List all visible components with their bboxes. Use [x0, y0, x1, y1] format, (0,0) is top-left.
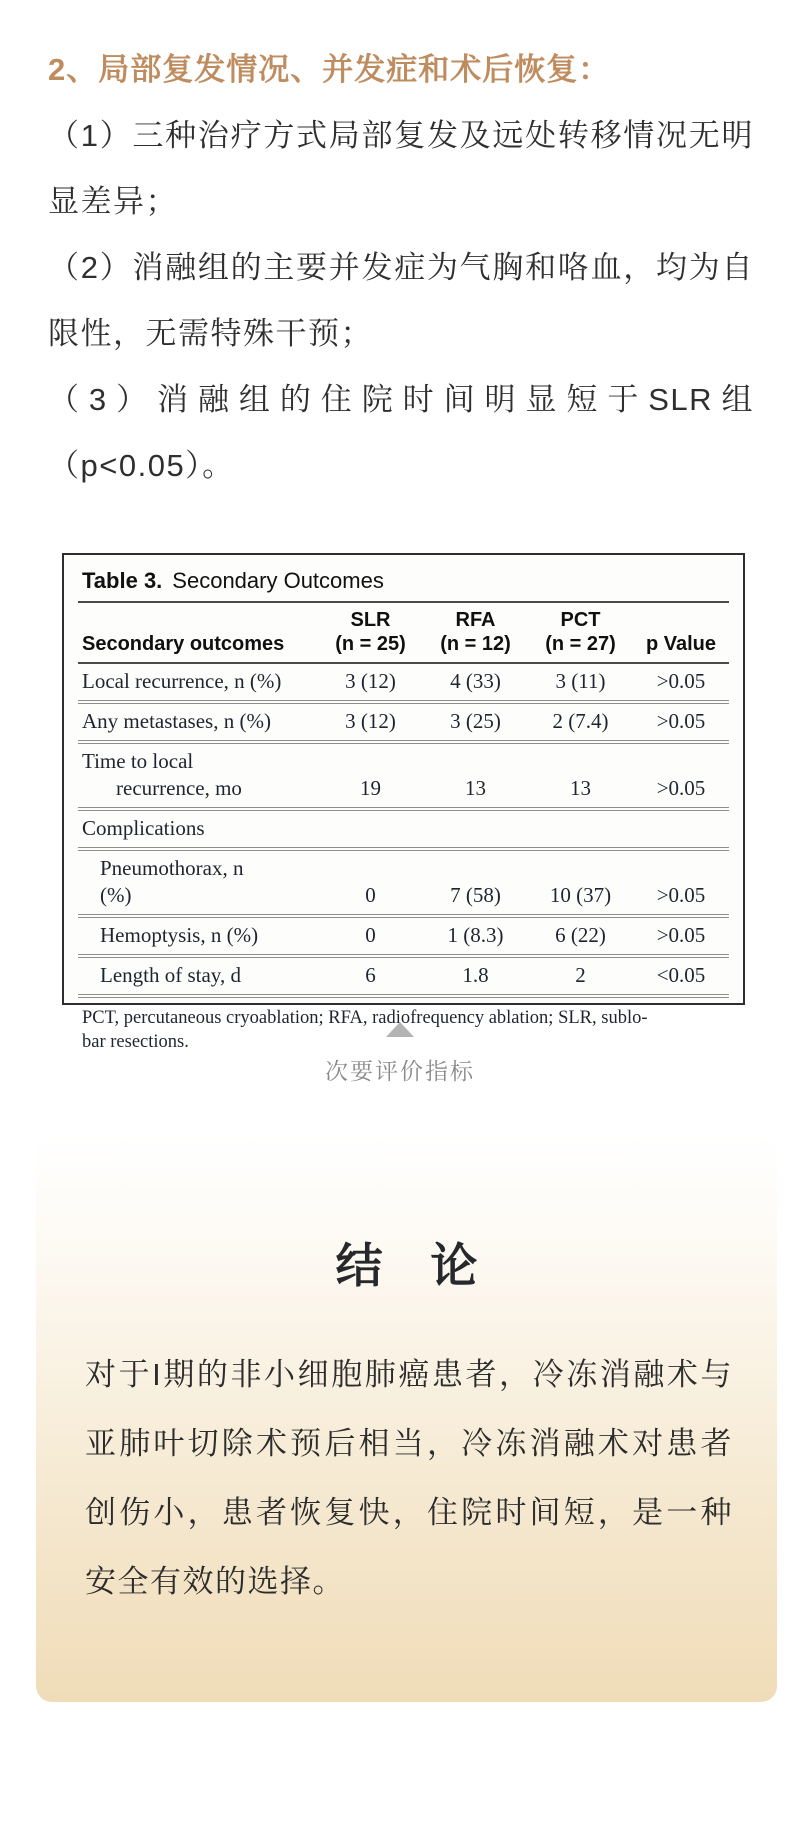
table-row-any-metastases — [78, 704, 729, 744]
row-label: Length of stay, d — [100, 963, 241, 987]
conclusion-card — [36, 1133, 777, 1702]
row-label: Any metastases, n (%) — [82, 709, 271, 733]
col-header-rfa: RFA (n = 12) — [440, 609, 511, 655]
cell-value: 13 — [465, 776, 486, 800]
cell-value: 0 — [365, 923, 376, 947]
cell-value: 6 — [365, 963, 376, 987]
table-header-row — [78, 603, 729, 664]
table-row-local-recurrence — [78, 664, 729, 704]
p-value-cell: >0.05 — [656, 883, 706, 907]
cell-value: 1.8 — [462, 963, 489, 987]
p-value-cell: >0.05 — [656, 669, 706, 693]
cell-value: 0 — [365, 883, 376, 907]
cell-value: 3 (12) — [345, 709, 396, 733]
row-label: Hemoptysis, n (%) — [100, 923, 259, 947]
cell-value: 13 — [570, 776, 591, 800]
divider — [0, 1022, 800, 1037]
cell-value: 4 (33) — [450, 669, 501, 693]
p-value-cell: >0.05 — [656, 709, 706, 733]
col-header-outcomes: Secondary outcomes — [82, 633, 285, 655]
body-paragraph-2: （2）消融组的主要并发症为气胸和咯血，均为自限性，无需特殊干预； — [48, 250, 754, 351]
body-paragraph-1: （1）三种治疗方式局部复发及远处转移情况无明显差异； — [48, 118, 754, 219]
row-label: Pneumothorax, n (%) — [100, 856, 244, 907]
cell-value: 2 — [575, 963, 586, 987]
col-header-pvalue: p Value — [645, 633, 717, 655]
figure-caption: 次要评价指标 — [325, 1058, 475, 1084]
p-value-cell: >0.05 — [656, 923, 706, 947]
conclusion-title: 结 论 — [335, 1241, 496, 1293]
table-row-time-to-local-recurrence — [78, 744, 729, 811]
table-row-hemoptysis — [78, 918, 729, 958]
cell-value: 7 (58) — [450, 883, 501, 907]
row-label: Complications — [82, 816, 205, 840]
table-row-complications-section — [78, 811, 729, 851]
cell-value: 1 (8.3) — [447, 923, 504, 947]
cell-value: 3 (25) — [450, 709, 501, 733]
p-value-cell: <0.05 — [656, 963, 706, 987]
table-row-pneumothorax — [78, 851, 729, 918]
article-body — [48, 103, 754, 499]
body-paragraph-3: （3）消融组的住院时间明显短于SLR组（p<0.05）。 — [48, 382, 754, 483]
table-title-label: Table 3. — [82, 568, 163, 593]
table-row-length-of-stay — [78, 958, 729, 998]
cell-value: 3 (12) — [345, 669, 396, 693]
cell-value: 2 (7.4) — [552, 709, 609, 733]
row-label: Local recurrence, n (%) — [82, 669, 282, 693]
table-figure — [62, 553, 745, 1052]
row-label: Time to local recurrence, mo — [82, 749, 242, 800]
cell-value: 6 (22) — [555, 923, 606, 947]
cell-value: 3 (11) — [555, 669, 606, 693]
cell-value: 10 (37) — [549, 883, 612, 907]
section-heading: 2、局部复发情况、并发症和术后恢复： — [48, 52, 611, 87]
table-footnote: PCT, percutaneous cryoablation; RFA, radiofrequency ablation; SLR, sublo- bar resections. — [82, 1008, 648, 1052]
conclusion-body: 对于I期的非小细胞肺癌患者，冷冻消融术与亚肺叶切除术预后相当，冷冻消融术对患者创伤小，患者恢复快，住院时间短，是一种安全有效的选择。 — [85, 1357, 733, 1599]
cell-value: 19 — [360, 776, 381, 800]
up-triangle-icon — [386, 1022, 414, 1037]
table-title-rest: Secondary Outcomes — [172, 568, 384, 593]
table-title — [78, 555, 729, 603]
col-header-slr: SLR (n = 25) — [335, 609, 406, 655]
col-header-pct: PCT (n = 27) — [545, 609, 616, 655]
p-value-cell: >0.05 — [656, 776, 706, 800]
